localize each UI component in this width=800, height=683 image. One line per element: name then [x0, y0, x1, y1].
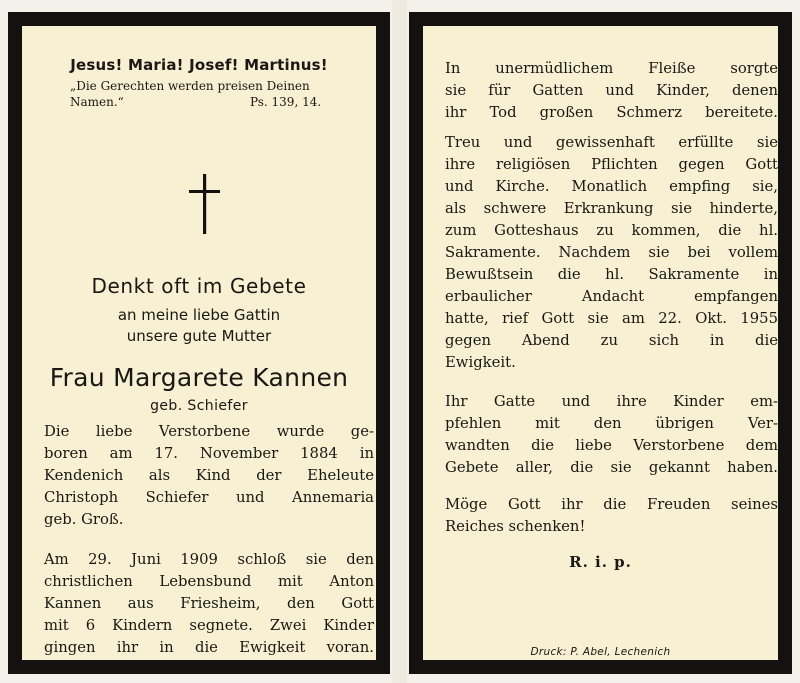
text-line: Ewigkeit.: [445, 354, 516, 371]
verse-line-1: „Die Gerechten werden preisen Deinen: [70, 79, 310, 93]
biography-paragraph-2: [44, 549, 374, 659]
text-line: Die liebe Verstorbene wurde ge-: [44, 423, 374, 440]
maiden-name: geb. Schiefer: [150, 398, 248, 414]
text-line: Sakramente. Nachdem sie bei vollem: [445, 244, 778, 261]
deceased-name: Frau Margarete Kannen: [49, 363, 349, 392]
dedication-line: an meine liebe Gattin: [117, 306, 281, 324]
printer-imprint: Druck: P. Abel, Lechenich: [530, 646, 671, 658]
left-card: [22, 26, 376, 660]
text-line: Am 29. Juni 1909 schloß sie den: [44, 551, 374, 568]
text-line: Christoph Schiefer und Annemaria: [44, 489, 374, 506]
text-line: hatte, rief Gott sie am 22. Okt. 1955: [445, 310, 778, 327]
tribute-paragraph-2: [445, 132, 778, 374]
text-line: ihre religiösen Pflichten gegen Gott: [445, 156, 778, 173]
text-line: Kendenich als Kind der Eheleute: [44, 467, 374, 484]
text-line: erbaulicher Andacht empfangen: [445, 288, 778, 305]
dedication-title: Denkt oft im Gebete: [91, 274, 307, 298]
text-line: gingen ihr in die Ewigkeit voran.: [44, 639, 374, 656]
text-line: In unermüdlichem Fleiße sorgte: [445, 60, 778, 77]
text-line: zum Gotteshaus zu kommen, die hl.: [445, 222, 778, 239]
text-line: Treu und gewissenhaft erfüllte sie: [445, 134, 778, 151]
text-line: als schwere Erkrankung sie hinderte,: [445, 200, 778, 217]
left-card-border: [8, 12, 390, 674]
text-line: Reiches schenken!: [445, 518, 586, 535]
text-line: Möge Gott ihr die Freuden seines: [445, 496, 778, 513]
text-line: gegen Abend zu sich in die: [445, 332, 778, 349]
rip-closing: R. i. p.: [569, 553, 632, 571]
biography-paragraph-1: [44, 421, 374, 531]
text-line: geb. Groß.: [44, 511, 124, 528]
verse-line-2: Namen.“: [70, 95, 124, 109]
text-line: ihr Tod großen Schmerz bereitete.: [445, 104, 778, 121]
text-line: Kannen aus Friesheim, den Gott: [44, 595, 374, 612]
text-line: sie für Gatten und Kinder, denen: [445, 82, 778, 99]
dedication-line: unsere gute Mutter: [126, 327, 272, 345]
dedication: [22, 274, 376, 347]
invocation-heading: Jesus! Maria! Josef! Martinus!: [70, 56, 328, 74]
text-line: mit 6 Kindern segnete. Zwei Kinder: [44, 617, 374, 634]
right-card-border: [409, 12, 792, 674]
text-line: christlichen Lebensbund mit Anton: [44, 573, 374, 590]
text-line: Bewußtsein die hl. Sakramente in: [445, 266, 778, 283]
tribute-paragraph-3: [445, 391, 778, 479]
verse-reference: Ps. 139, 14.: [250, 95, 322, 109]
right-card: [423, 26, 778, 660]
text-line: wandten die liebe Verstorbene dem: [445, 437, 778, 454]
card-fold-gutter: [392, 0, 407, 683]
tribute-paragraph-1: [445, 58, 778, 124]
text-line: Gebete aller, die sie gekannt haben.: [445, 459, 778, 476]
cross-icon: [188, 174, 222, 234]
text-line: pfehlen mit den übrigen Ver-: [445, 415, 778, 432]
text-line: boren am 17. November 1884 in: [44, 445, 374, 462]
text-line: Ihr Gatte und ihre Kinder em-: [445, 393, 778, 410]
text-line: und Kirche. Monatlich empfing sie,: [445, 178, 778, 195]
tribute-paragraph-4: [445, 494, 778, 538]
